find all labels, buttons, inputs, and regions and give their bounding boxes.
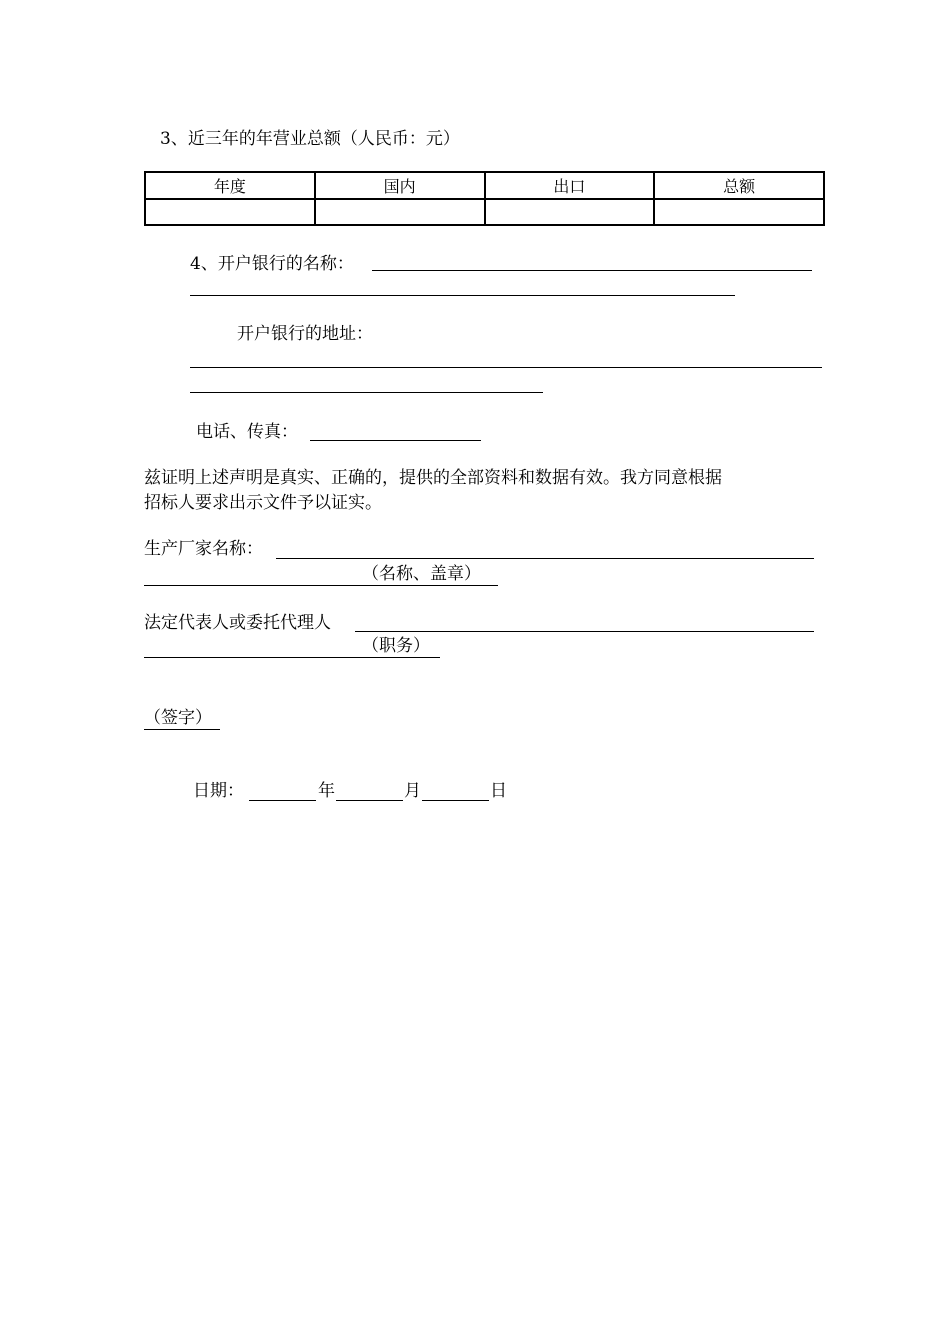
manufacturer-seal-field[interactable] xyxy=(144,585,498,586)
bank-address-field-continued[interactable] xyxy=(190,392,543,393)
signature-field[interactable] xyxy=(144,729,220,730)
header-total: 总额 xyxy=(654,172,824,199)
date-label: 日期： xyxy=(193,781,244,801)
declaration-line-2: 招标人要求出示文件予以证实。 xyxy=(144,493,382,513)
bank-name-field-continued[interactable] xyxy=(190,295,735,296)
representative-label: 法定代表人或委托代理人 xyxy=(144,613,331,633)
cell-export[interactable] xyxy=(485,199,655,225)
date-month-label: 月 xyxy=(404,781,421,801)
table-row xyxy=(145,199,824,225)
section-3-heading: 3、近三年的年营业总额（人民币：元） xyxy=(160,129,460,149)
representative-field[interactable] xyxy=(355,631,814,632)
annual-revenue-table xyxy=(144,171,825,226)
header-domestic: 国内 xyxy=(315,172,485,199)
date-year-field[interactable] xyxy=(249,800,316,801)
header-year: 年度 xyxy=(145,172,315,199)
bank-name-label: 4、开户银行的名称： xyxy=(190,254,354,274)
manufacturer-seal-note: （名称、盖章） xyxy=(362,564,481,584)
signature-note: （签字） xyxy=(144,708,212,728)
date-month-field[interactable] xyxy=(336,800,403,801)
date-day-label: 日 xyxy=(490,781,507,801)
cell-domestic[interactable] xyxy=(315,199,485,225)
table-header-row xyxy=(145,172,824,199)
bank-address-field[interactable] xyxy=(190,367,822,368)
cell-year[interactable] xyxy=(145,199,315,225)
representative-title-field[interactable] xyxy=(144,657,440,658)
date-day-field[interactable] xyxy=(422,800,489,801)
declaration-line-1: 兹证明上述声明是真实、正确的，提供的全部资料和数据有效。我方同意根据 xyxy=(144,468,722,488)
header-export: 出口 xyxy=(485,172,655,199)
bank-name-field[interactable] xyxy=(372,270,812,271)
date-year-label: 年 xyxy=(318,781,335,801)
representative-title-note: （职务） xyxy=(362,636,430,656)
bank-address-label: 开户银行的地址： xyxy=(237,324,373,344)
phone-fax-field[interactable] xyxy=(310,440,481,441)
manufacturer-label: 生产厂家名称： xyxy=(144,539,263,559)
cell-total[interactable] xyxy=(654,199,824,225)
phone-fax-label: 电话、传真： xyxy=(196,422,298,442)
manufacturer-name-field[interactable] xyxy=(276,558,814,559)
